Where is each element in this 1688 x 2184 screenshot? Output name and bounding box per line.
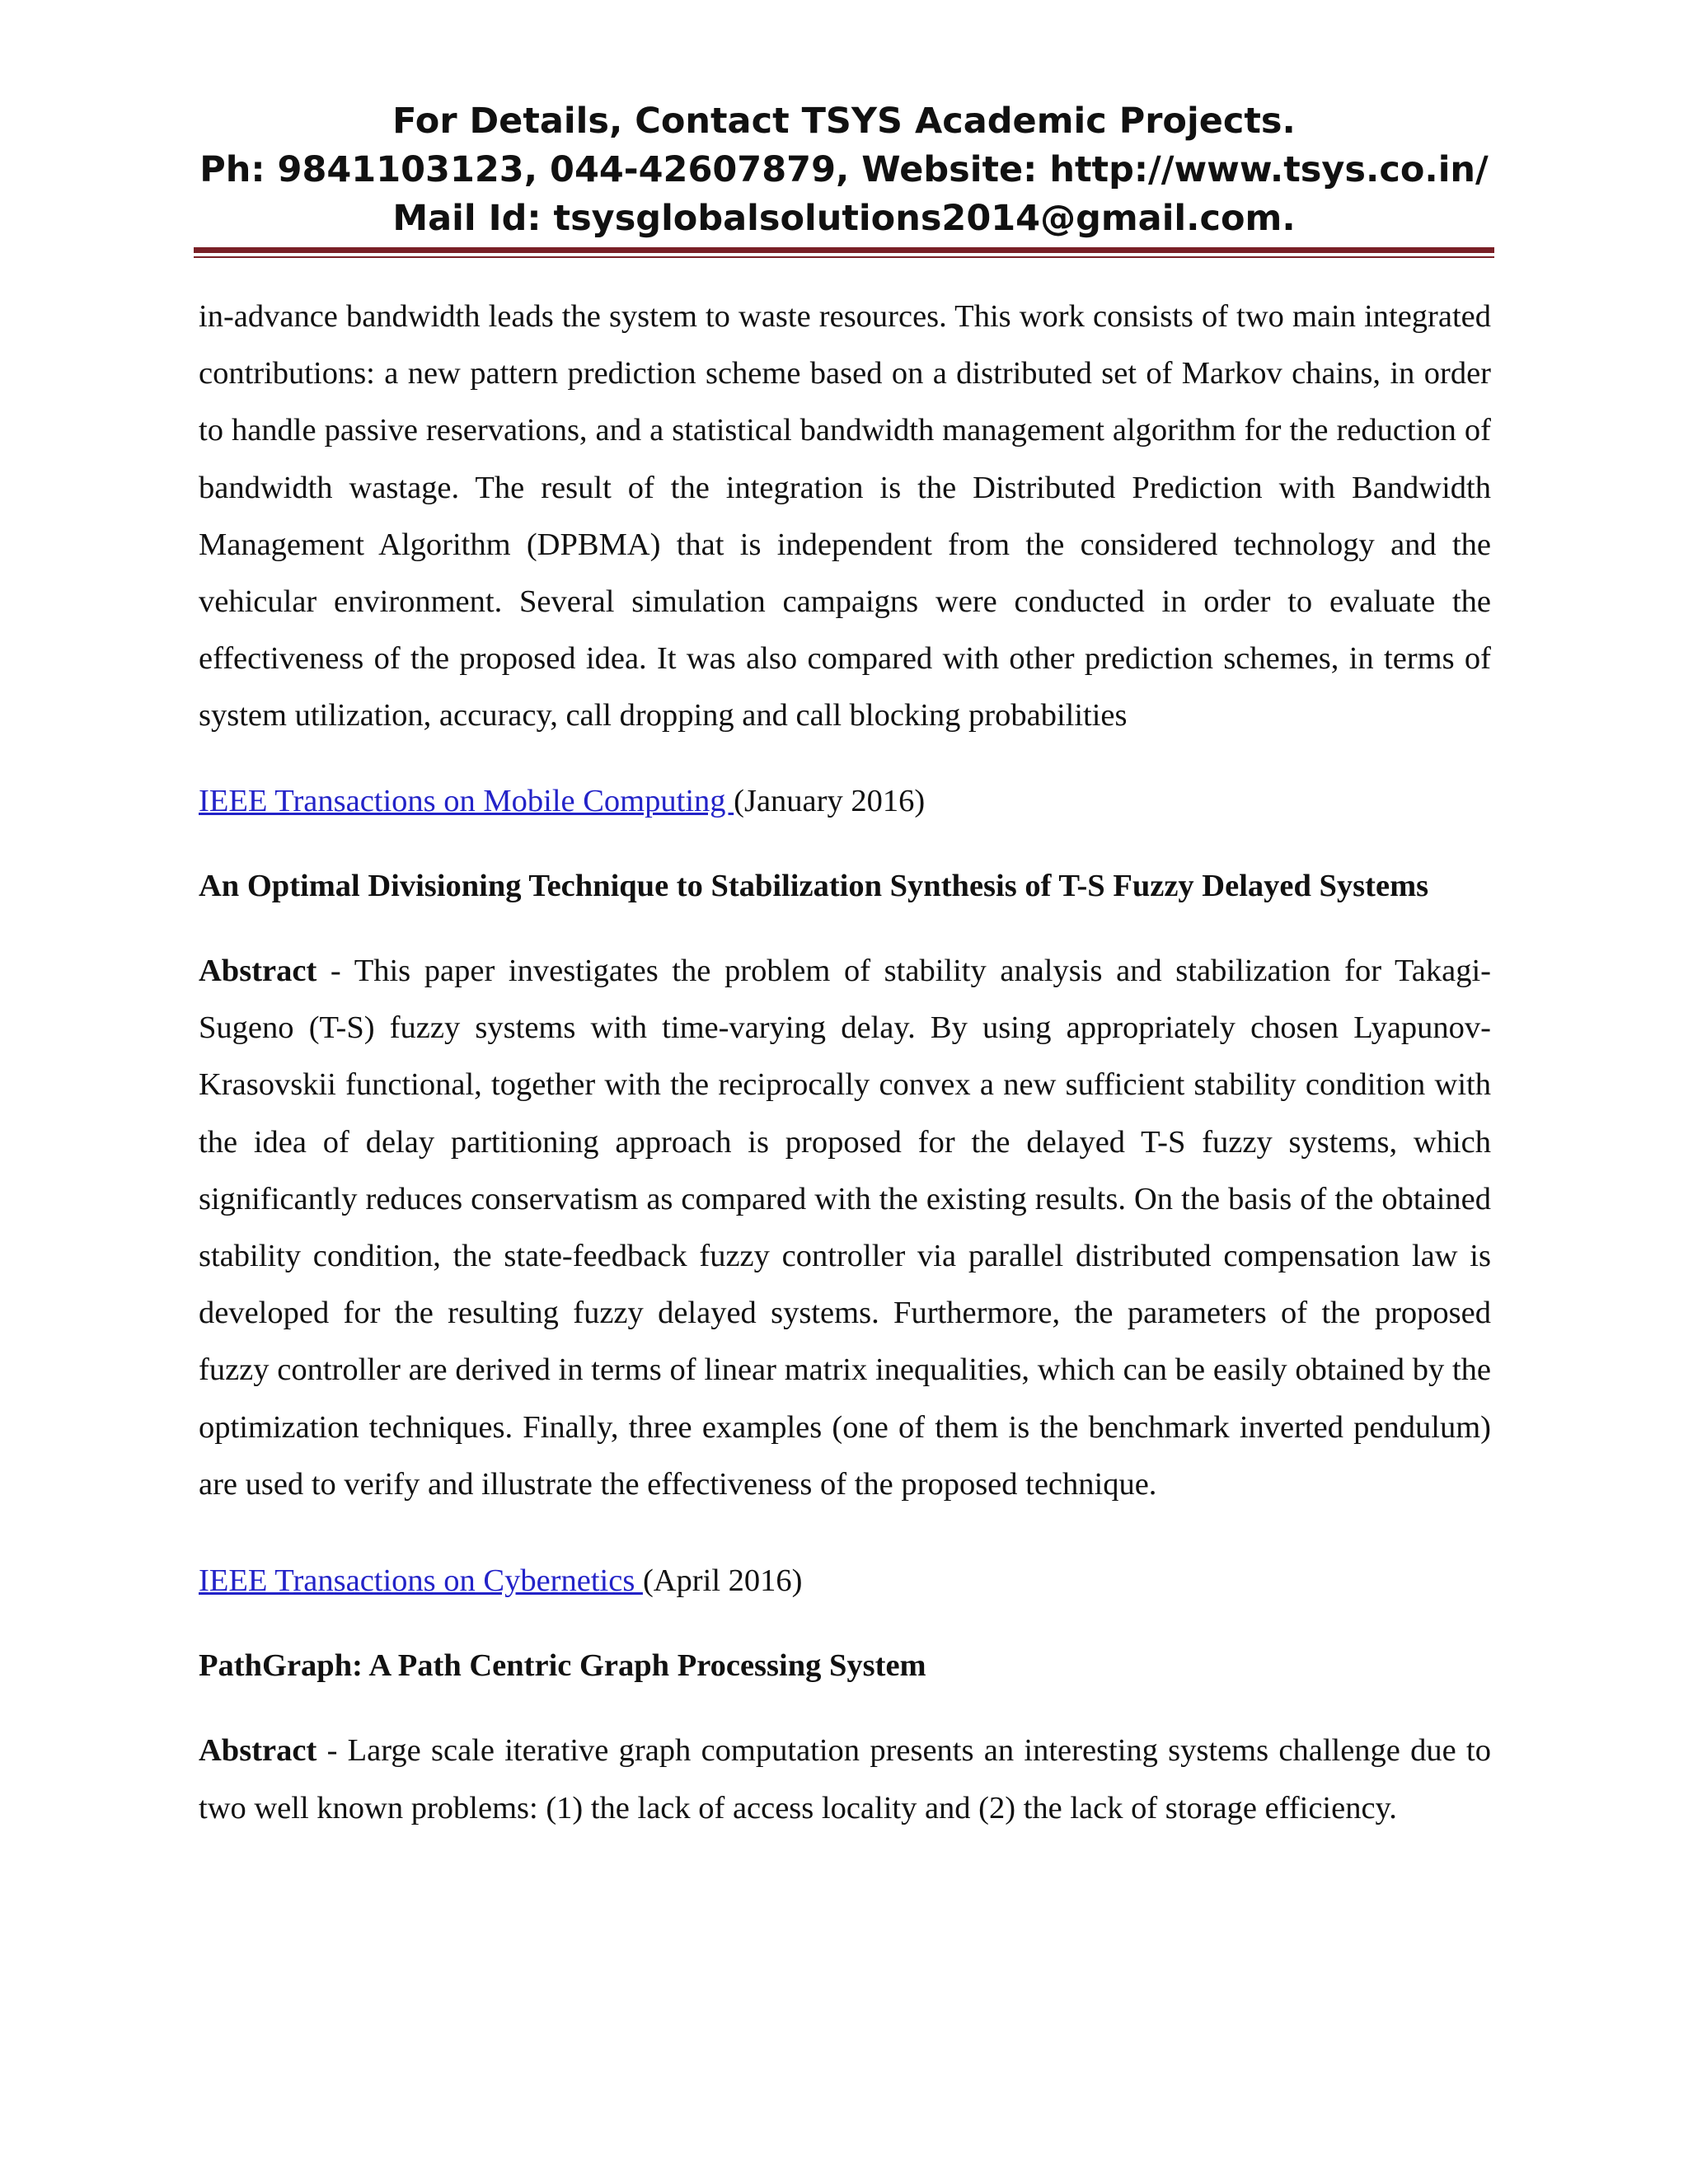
abstract-text: - This paper investigates the problem of stability analysis and stabilization for Takagi-Sugeno (T-S) fuzzy systems with time-varying delay. By using appropriately chosen Lyapunov-Krasovskii functional, together with the reciprocally convex a new sufficient stability condition with the idea of delay partitioning approach is proposed for the delayed T-S fuzzy systems, which significantly reduces conservatism as compared with the existing results. On the basis of the obtained stability condition, the state-feedback fuzzy controller via parallel distributed compensation law is developed for the resulting fuzzy delayed systems. Furthermore, the parameters of the proposed fuzzy controller are derived in terms of linear matrix inequalities, which can be easily obtained by the optimization techniques. Finally, three examples (one of them is the benchmark inverted pendulum) are used to verify and illustrate the effectiveness of the proposed technique. xyxy=(199,954,1491,1502)
header-phone-website-line: Ph: 9841103123, 044-42607879, Website: http://www.tsys.co.in/ xyxy=(199,149,1489,190)
header-rule-thick xyxy=(194,247,1494,253)
header-rule-thin xyxy=(194,256,1494,258)
abstract-paragraph-fuzzy xyxy=(199,943,1491,1513)
abstract-text: - Large scale iterative graph computation presents an interesting systems challenge due to two well known problems: (1) the lack of access locality and (2) the lack of storage efficiency. xyxy=(199,1733,1491,1825)
header-mail-line: Mail Id: tsysglobalsolutions2014@gmail.com. xyxy=(392,198,1296,239)
journal-link-cybernetics[interactable]: IEEE Transactions on Cybernetics xyxy=(199,1563,643,1599)
citation-cybernetics xyxy=(199,1553,1491,1610)
abstract-label: Abstract xyxy=(199,1733,317,1769)
abstract-paragraph-pathgraph xyxy=(199,1722,1491,1836)
header-contact-line: For Details, Contact TSYS Academic Projects. xyxy=(392,101,1296,142)
paper-title-fuzzy-delayed-systems: An Optimal Divisioning Technique to Stabilization Synthesis of T-S Fuzzy Delayed Systems xyxy=(199,868,1429,903)
abstract-label: Abstract xyxy=(199,954,317,989)
paper-title-pathgraph: PathGraph: A Path Centric Graph Processing System xyxy=(199,1648,926,1684)
journal-link-mobile-computing[interactable]: IEEE Transactions on Mobile Computing xyxy=(199,783,734,818)
page-header xyxy=(191,97,1497,243)
citation-date: (January 2016) xyxy=(734,783,926,818)
citation-mobile-computing xyxy=(199,773,1491,830)
continued-abstract-paragraph: in-advance bandwidth leads the system to waste resources. This work consists of two main integrated contributions: a new pattern prediction scheme based on a distributed set of Markov chains, in order to handle passive reservations, and a statistical bandwidth management algorithm for the reduction of bandwidth wastage. The result of the integration is the Distributed Prediction with Bandwidth Management Algorithm (DPBMA) that is independent from the considered technology and the vehicular environment. Several simulation campaigns were conducted in order to evaluate the effectiveness of the proposed idea. It was also compared with other prediction schemes, in terms of system utilization, accuracy, call dropping and call blocking probabilities xyxy=(199,299,1491,733)
document-body xyxy=(199,288,1491,1837)
citation-date: (April 2016) xyxy=(642,1563,803,1599)
